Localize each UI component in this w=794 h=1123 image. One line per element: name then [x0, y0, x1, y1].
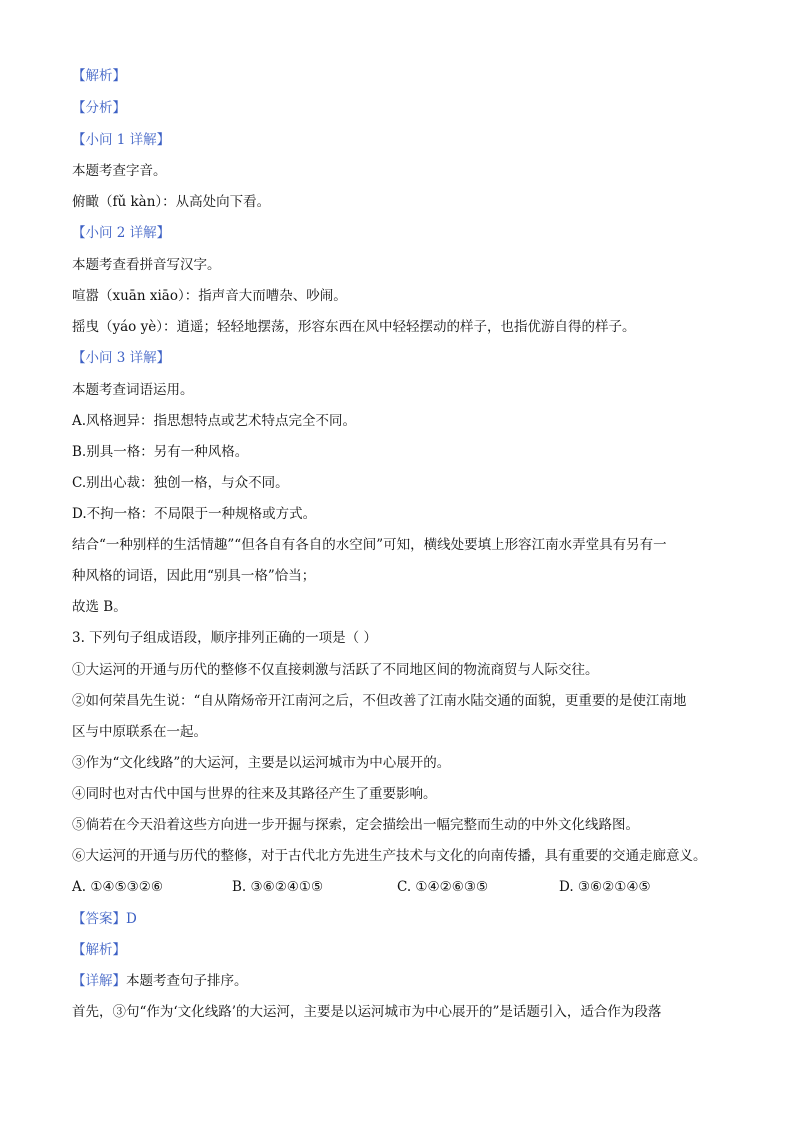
- q3-option-a: A.风格迥异：指思想特点或艺术特点完全不同。: [72, 413, 357, 429]
- sentence-6: ⑥大运河的开通与历代的整修，对于古代北方先进生产技术与文化的向南传播，具有重要的交通走廊意义。: [72, 848, 707, 864]
- option-b: B. ③⑥②④①⑤: [232, 879, 324, 895]
- analysis-first-line: 首先，③句“作为‘文化线路’的大运河，主要是以运河城市为中心展开的”是话题引入，适合作为段落: [72, 1004, 662, 1020]
- heading-detail: 【详解】: [72, 973, 126, 989]
- q1-item: 俯瞰（fǔ kàn）：从高处向下看。: [72, 194, 271, 210]
- heading-jiexi: 【解析】: [72, 68, 126, 84]
- q2-intro: 本题考查看拼音写汉字。: [72, 257, 221, 273]
- option-c: C. ①④②⑥③⑤: [397, 879, 489, 895]
- q3-choice: 故选 B。: [72, 599, 127, 615]
- heading-q1-detail: 【小问 1 详解】: [72, 132, 171, 148]
- sentence-1: ①大运河的开通与历代的整修不仅直接刺激与活跃了不同地区间的物流商贸与人际交往。: [72, 662, 599, 678]
- q3-reason-line-2: 种风格的词语，因此用“别具一格”恰当；: [72, 568, 316, 584]
- answer-options: [72, 877, 732, 897]
- heading-fenxi: 【分析】: [72, 100, 126, 116]
- q3-option-d: D.不拘一格：不局限于一种规格或方式。: [72, 506, 317, 522]
- detail-text: 本题考查句子排序。: [126, 973, 248, 989]
- sentence-2-line-2: 区与中原联系在一起。: [72, 724, 207, 740]
- q3-intro: 本题考查词语运用。: [72, 382, 194, 398]
- heading-answer: 【答案】D: [72, 911, 137, 927]
- q1-intro: 本题考查字音。: [72, 163, 167, 179]
- heading-jiexi-2: 【解析】: [72, 942, 126, 958]
- option-d: D. ③⑥②①④⑤: [559, 879, 651, 895]
- q2-item-2: 摇曳（yáo yè）：逍遥；轻轻地摆荡，形容东西在风中轻轻摆动的样子，也指优游自得的样子。: [72, 319, 636, 335]
- sentence-2-line-1: ②如何荣昌先生说：“自从隋炀帝开江南河之后，不但改善了江南水陆交通的面貌，更重要的是使江南地: [72, 693, 687, 709]
- sentence-4: ④同时也对古代中国与世界的往来及其路径产生了重要影响。: [72, 786, 437, 802]
- q3-option-b: B.别具一格：另有一种风格。: [72, 444, 249, 460]
- sentence-3: ③作为“文化线路”的大运河，主要是以运河城市为中心展开的。: [72, 755, 451, 771]
- q3-reason-line-1: 结合“一种别样的生活情趣”“但各自有各自的水空间”可知，横线处要填上形容江南水弄堂具有另有一: [72, 537, 667, 553]
- q2-item-1: 喧嚣（xuān xiāo）：指声音大而嘈杂、吵闹。: [72, 288, 347, 304]
- sentence-5: ⑤倘若在今天沿着这些方向进一步开掘与探索，定会描绘出一幅完整而生动的中外文化线路图。: [72, 817, 639, 833]
- heading-q2-detail: 【小问 2 详解】: [72, 225, 171, 241]
- q3-option-c: C.别出心裁：独创一格，与众不同。: [72, 475, 289, 491]
- question-3-stem: 3. 下列句子组成语段，顺序排列正确的一项是（ ）: [72, 630, 377, 646]
- detail-line: [72, 971, 732, 991]
- heading-q3-detail: 【小问 3 详解】: [72, 350, 171, 366]
- option-a: A. ①④⑤③②⑥: [72, 879, 163, 895]
